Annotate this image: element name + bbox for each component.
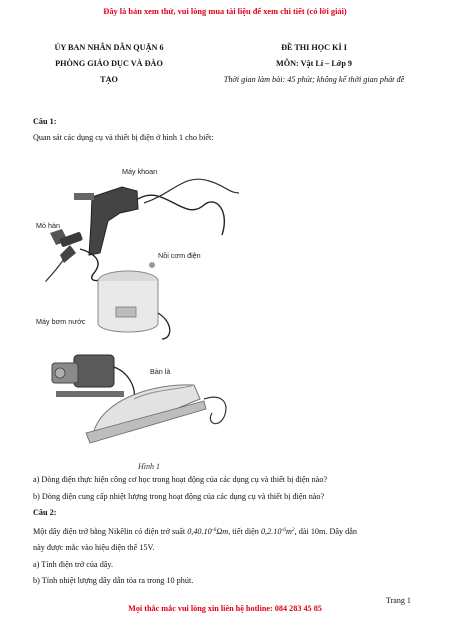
label-drill: Máy khoan bbox=[122, 167, 158, 176]
exam-subject: MÔN: Vật Lí – Lớp 9 bbox=[275, 59, 353, 68]
question-2-part-b: b) Tính nhiệt lượng dây dẫn tỏa ra trong 10 phút. bbox=[33, 576, 194, 585]
label-water-pump: Máy bơm nước bbox=[36, 317, 86, 326]
cross-section-value: $0,2.10^{-6}m^2$ bbox=[260, 526, 295, 536]
authority-line-1: ỦY BAN NHÂN DÂN QUẬN 6 bbox=[54, 43, 164, 52]
drill-image bbox=[74, 179, 239, 255]
authority-line-3: TẠO bbox=[100, 75, 118, 84]
preview-notice-banner: Đây là bản xem thử, vui lòng mua tài liệu để xem chi tiết (có lời giải) bbox=[103, 7, 347, 16]
question-1-part-a: a) Dòng điện thực hiện công cơ học trong hoạt động của các dụng cụ và thiết bị điện nào? bbox=[33, 475, 328, 484]
label-rice-cooker: Nồi cơm điện bbox=[158, 251, 201, 260]
appliance-illustration bbox=[34, 163, 249, 455]
figure-1-appliances bbox=[34, 163, 249, 455]
issuing-authority bbox=[30, 40, 188, 88]
water-pump-image bbox=[52, 355, 134, 399]
label-soldering-iron: Mỏ hàn bbox=[36, 221, 60, 230]
rice-cooker-image bbox=[98, 262, 170, 339]
exam-title: ĐỀ THI HỌC KÌ I bbox=[281, 43, 347, 52]
question-2-title: Câu 2: bbox=[33, 508, 57, 517]
resistivity-value: $0,40.10^{-6}\Omega m$ bbox=[187, 526, 229, 536]
authority-line-2: PHÒNG GIÁO DỤC VÀ ĐÀO bbox=[55, 59, 163, 68]
question-2-part-a: a) Tính điện trở của dây. bbox=[33, 559, 114, 569]
question-1-title: Câu 1: bbox=[33, 117, 57, 126]
question-1-part-b: b) Dòng điện cung cấp nhiệt lượng trong hoạt động của các dụng cụ và thiết bị điện nào? bbox=[33, 491, 325, 501]
question-2-statement-cont: này được mắc vào hiệu điện thế 15V. bbox=[33, 543, 155, 552]
figure-1-caption: Hình 1 bbox=[138, 462, 160, 471]
label-iron: Bàn là bbox=[150, 367, 171, 376]
question-2-statement: Một dây điện trở bằng Nikêlin có điện trở suất $0,40.10^{-6}\Omega m$, tiết diện $0,2.10^{-6}m^2$, dài 10m. Dây dẫn bbox=[33, 526, 357, 536]
exam-duration: Thời gian làm bài: 45 phút; không kể thời gian phát đề bbox=[223, 75, 405, 84]
question-1-intro: Quan sát các dụng cụ và thiết bị điện ở hình 1 cho biết: bbox=[33, 133, 214, 142]
exam-header bbox=[190, 40, 438, 88]
page-number: Trang 1 bbox=[386, 596, 411, 605]
hotline-banner: Mọi thắc mắc vui lòng xin liên hệ hotline: 084 283 45 85 bbox=[128, 604, 322, 613]
question-1-parts bbox=[33, 472, 420, 590]
